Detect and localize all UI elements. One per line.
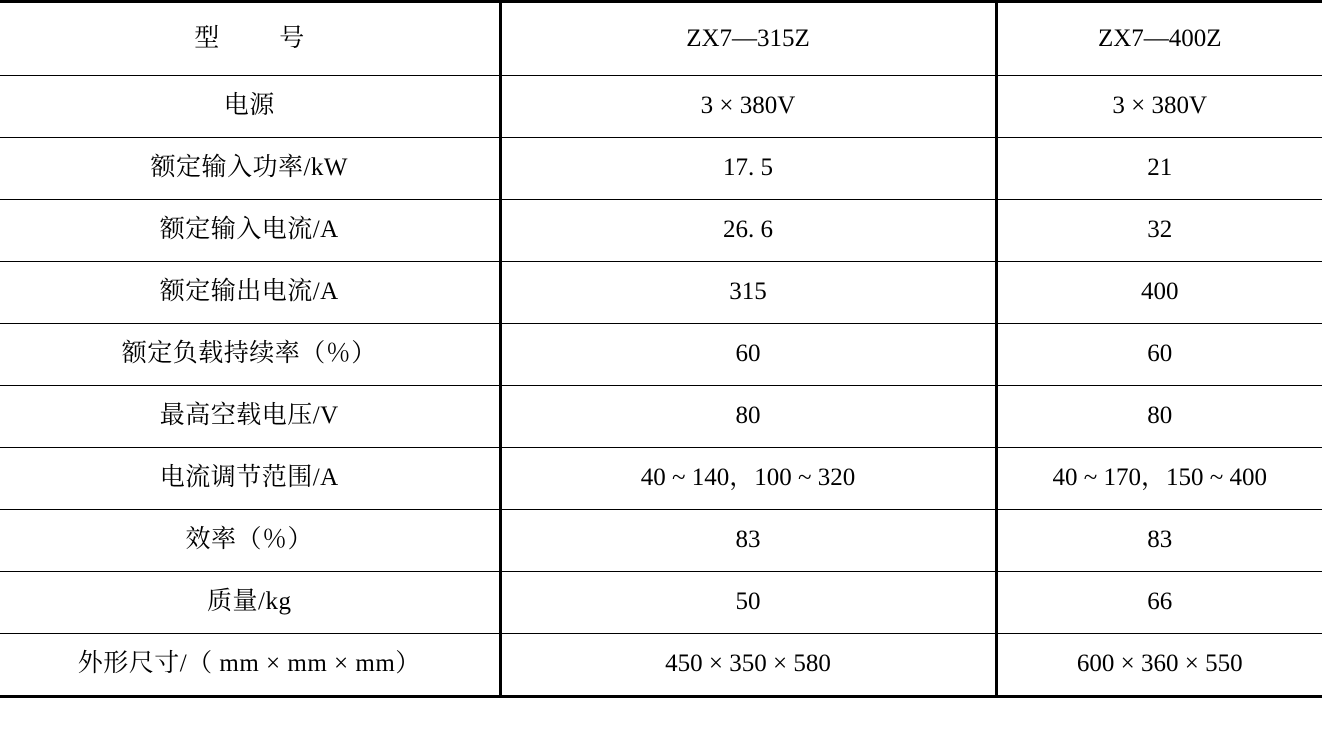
row-label: 额定输入电流/A xyxy=(0,200,500,262)
row-value-col2: 21 xyxy=(996,138,1322,200)
header-cell-model-zx7-400z: ZX7—400Z xyxy=(996,2,1322,76)
table-row xyxy=(0,76,1322,138)
table-row xyxy=(0,572,1322,634)
row-value-col1: 40 ~ 140，100 ~ 320 xyxy=(500,448,996,510)
row-label: 电流调节范围/A xyxy=(0,448,500,510)
row-value-col2: 32 xyxy=(996,200,1322,262)
header-model-char-2: 号 xyxy=(279,24,305,52)
row-value-col2: 60 xyxy=(996,324,1322,386)
row-value-col1: 80 xyxy=(500,386,996,448)
row-label: 额定输出电流/A xyxy=(0,262,500,324)
header-cell-model-zx7-315z: ZX7—315Z xyxy=(500,2,996,76)
row-label: 最高空载电压/V xyxy=(0,386,500,448)
table-row xyxy=(0,262,1322,324)
header-model-char-1: 型 xyxy=(194,24,220,52)
row-value-col1: 315 xyxy=(500,262,996,324)
table-row xyxy=(0,324,1322,386)
table-body xyxy=(0,2,1322,697)
table-row xyxy=(0,634,1322,697)
row-value-col1: 60 xyxy=(500,324,996,386)
row-value-col1: 17. 5 xyxy=(500,138,996,200)
row-value-col2: 66 xyxy=(996,572,1322,634)
row-value-col1: 50 xyxy=(500,572,996,634)
row-value-col1: 450 × 350 × 580 xyxy=(500,634,996,697)
row-label: 外形尺寸/（ mm × mm × mm） xyxy=(0,634,500,697)
row-value-col2: 83 xyxy=(996,510,1322,572)
row-value-col2: 3 × 380V xyxy=(996,76,1322,138)
row-label: 效率（％） xyxy=(0,510,500,572)
row-value-col2: 600 × 360 × 550 xyxy=(996,634,1322,697)
header-cell-model xyxy=(0,2,500,76)
row-value-col1: 83 xyxy=(500,510,996,572)
row-value-col2: 400 xyxy=(996,262,1322,324)
row-label: 电源 xyxy=(0,76,500,138)
row-value-col1: 26. 6 xyxy=(500,200,996,262)
row-value-col2: 80 xyxy=(996,386,1322,448)
row-value-col2: 40 ~ 170，150 ~ 400 xyxy=(996,448,1322,510)
table-row xyxy=(0,448,1322,510)
table-row xyxy=(0,386,1322,448)
row-label: 额定负载持续率（％） xyxy=(0,324,500,386)
table-row xyxy=(0,138,1322,200)
table-row xyxy=(0,200,1322,262)
table-row xyxy=(0,510,1322,572)
row-label: 额定输入功率/kW xyxy=(0,138,500,200)
row-label: 质量/kg xyxy=(0,572,500,634)
row-value-col1: 3 × 380V xyxy=(500,76,996,138)
table-header-row xyxy=(0,2,1322,76)
